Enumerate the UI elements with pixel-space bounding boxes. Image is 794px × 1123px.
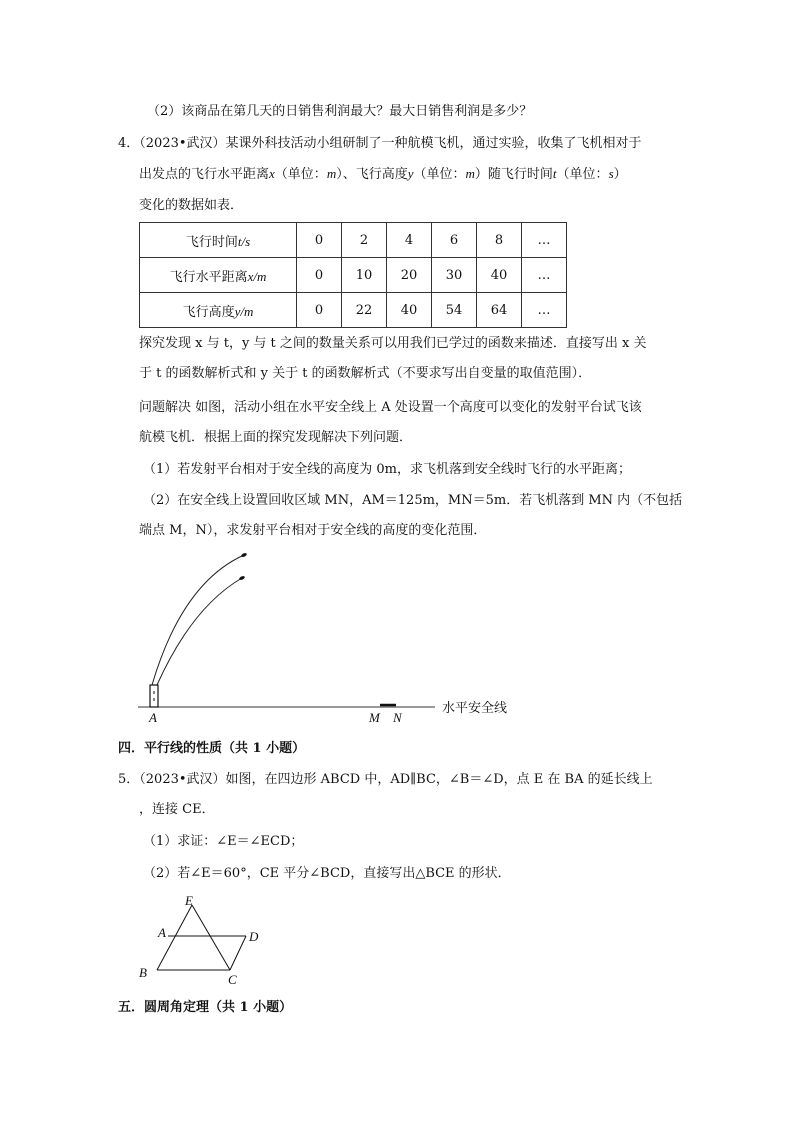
label-a: A: [158, 925, 166, 940]
table-cell: 6: [432, 223, 477, 258]
table-row-header: 飞行水平距离x/m: [140, 258, 297, 293]
table-cell: 54: [432, 293, 477, 328]
q4-explore-line2: 于 t 的函数解析式和 y 关于 t 的函数解析式（不要求写出自变量的取值范围）．: [139, 366, 592, 381]
q4-line2-b: （单位：: [274, 167, 327, 182]
q4-line2-c: ）、飞行高度: [336, 167, 408, 182]
table-cell: 0: [297, 258, 342, 293]
table-cell: …: [522, 223, 567, 258]
table-cell: 8: [477, 223, 522, 258]
section-5-heading: 五．圆周角定理（共 1 小题）: [118, 1000, 293, 1015]
q5-part1: （1）求证：∠E＝∠ECD；: [143, 834, 304, 849]
q4-unit-s: s: [608, 166, 614, 181]
q5-part2: （2）若∠E＝60°，CE 平分∠BCD，直接写出△BCE 的形状．: [143, 866, 511, 881]
table-cell: 0: [297, 223, 342, 258]
q4-part1: （1）若发射平台相对于安全线的高度为 0m，求飞机落到安全线时飞行的水平距离；: [143, 462, 632, 477]
q4-line2-e: ）随飞行时间: [474, 167, 553, 182]
section-4-heading: 四．平行线的性质（共 1 小题）: [118, 741, 306, 756]
q4-part2-line1: （2）在安全线上设置回收区域 MN，AM＝125m，MN＝5m．若飞机落到 MN 内（不包括: [143, 493, 683, 508]
q4-var-y: y: [407, 166, 414, 181]
trajectory-lower: [157, 578, 242, 685]
table-cell: 30: [432, 258, 477, 293]
table-cell: 22: [342, 293, 387, 328]
launch-platform: [150, 685, 158, 707]
trajectory-upper: [152, 555, 244, 685]
table-row: [140, 258, 567, 293]
q4-explore-line1: 探究发现 x 与 t，y 与 t 之间的数量关系可以用我们已学过的函数来描述．直接写出 x 关: [139, 336, 647, 351]
q5-line1: 5．（2023•武汉）如图，在四边形 ABCD 中，AD∥BC，∠B＝∠D，点 E 在 BA 的延长线上: [118, 772, 653, 787]
q4-line2: [139, 164, 627, 185]
table-cell: 0: [297, 293, 342, 328]
q4-solve-line2: 航模飞机．根据上面的探究发现解决下列问题．: [139, 430, 413, 445]
table-cell: 40: [477, 258, 522, 293]
table-cell: 10: [342, 258, 387, 293]
label-c: C: [228, 972, 237, 987]
q4-trajectory-figure: [130, 545, 530, 730]
table-row-header: 飞行时间t/s: [140, 223, 297, 258]
airplane-icon: [241, 552, 248, 557]
q5-line2: ，连接 CE．: [139, 802, 215, 817]
table-cell: 2: [342, 223, 387, 258]
q4-solve-line1: 问题解决 如图，活动小组在水平安全线上 A 处设置一个高度可以变化的发射平台试飞该: [139, 400, 642, 415]
q4-var-x: x: [269, 166, 275, 181]
q3-part2-text: （2）该商品在第几天的日销售利润最大？最大日销售利润是多少？: [147, 104, 533, 119]
table-cell: …: [522, 293, 567, 328]
table-row: [140, 293, 567, 328]
q4-line2-a: 出发点的飞行水平距离: [139, 167, 270, 182]
q4-line2-d: （单位：: [413, 167, 466, 182]
table-row-header: 飞行高度y/m: [140, 293, 297, 328]
q5-quadrilateral-figure: [130, 890, 270, 990]
table-cell: 40: [387, 293, 432, 328]
q4-data-table: [139, 222, 567, 328]
q4-var-t: t: [552, 166, 557, 181]
baseline-label: 水平安全线: [442, 701, 508, 716]
table-cell: 4: [387, 223, 432, 258]
q4-line2-g: ）: [613, 167, 627, 182]
label-n: N: [393, 710, 402, 725]
label-e: E: [185, 893, 193, 908]
q4-line3: 变化的数据如表．: [139, 198, 244, 213]
table-cell: 20: [387, 258, 432, 293]
label-b: B: [139, 965, 147, 980]
q4-part2-line2: 端点 M，N），求发射平台相对于安全线的高度的变化范围．: [139, 523, 487, 538]
q4-line2-f: （单位：: [556, 167, 609, 182]
label-m: M: [369, 710, 380, 725]
q4-unit-m2: m: [465, 166, 475, 181]
label-d: D: [249, 929, 259, 944]
table-cell: 64: [477, 293, 522, 328]
q4-unit-m1: m: [326, 166, 337, 181]
q4-header: 4．（2023•武汉）某课外科技活动小组研制了一种航模飞机，通过实验，收集了飞机相对于: [118, 136, 642, 151]
table-cell: …: [522, 258, 567, 293]
label-a: A: [149, 710, 157, 725]
table-row: [140, 223, 567, 258]
